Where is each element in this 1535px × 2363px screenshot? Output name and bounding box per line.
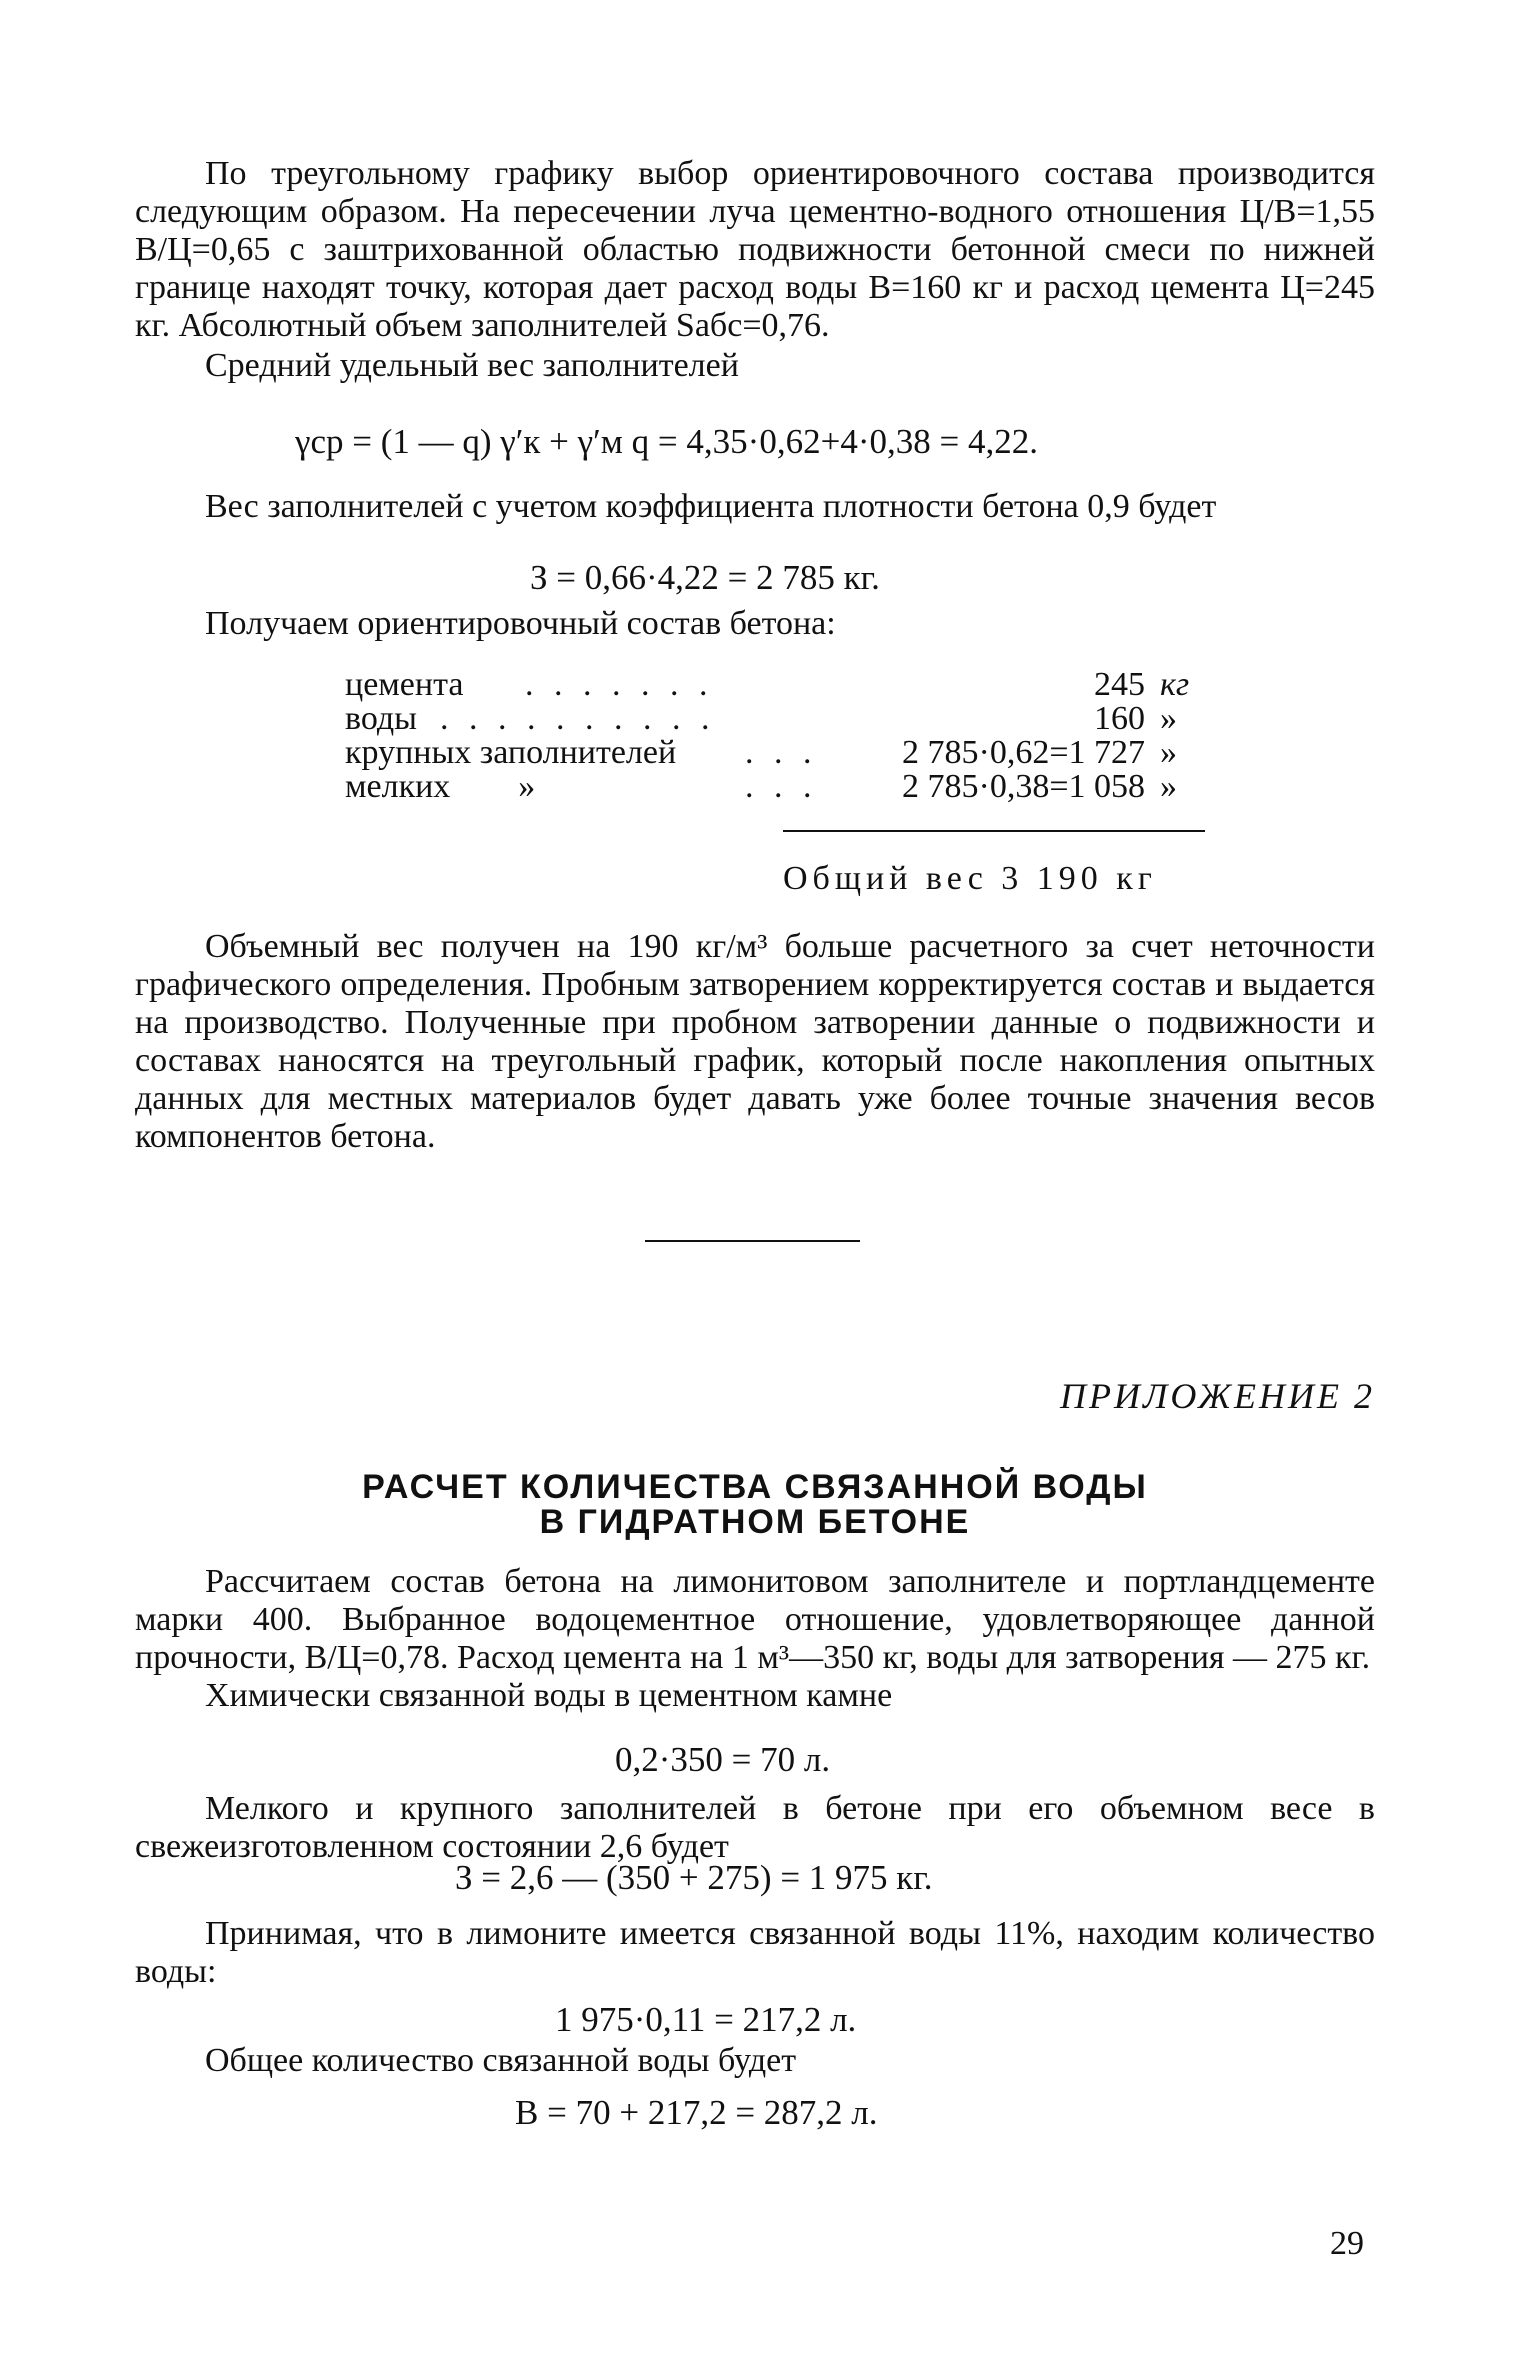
paragraph-composition-intro: Получаем ориентировочный состав бетона: [205,605,836,642]
total-rule [783,830,1205,832]
section-1-cont [135,488,1375,526]
section-1-cont3 [135,928,1375,1156]
paragraph-triangle-graph: По треугольному графику выбор ориентировочного состава производится следующим образом. На пересечении луча цементно-водного отношения Ц/В=1,55 В/Ц=0,65 с заштрихованной областью подвижности бетонной смеси по нижней границе находят точку, которая дает расход воды В=160 кг и расход цемента Ц=245 кг. Абсолютный объем заполнителей Sабс=0,76. [135,155,1375,344]
composition-value: 245 [1094,666,1145,703]
appendix-title-line-1: РАСЧЕТ КОЛИЧЕСТВА СВЯЗАННОЙ ВОДЫ [362,1468,1148,1506]
paragraph-limonite-water: Принимая, что в лимоните имеется связанной воды 11%, находим количество воды: [135,1915,1375,1990]
composition-dots: . . . [745,734,818,771]
appendix-body-2 [135,1790,1375,1866]
composition-value: 160 [1094,700,1145,737]
appendix-body-4 [135,2042,1375,2080]
composition-name: мелких » [345,768,536,805]
composition-unit: кг [1160,666,1190,703]
composition-value: 2 785·0,62=1 727 [902,734,1145,771]
paragraph-total-bound: Общее количество связанной воды будет [205,2042,797,2079]
composition-unit: » [1160,700,1177,737]
composition-dots: . . . . . . . . . . [440,700,716,737]
paragraph-mean-specific-weight: Средний удельный вес заполнителей [205,347,739,384]
composition-unit: » [1160,734,1177,771]
formula-total-bound: В = 70 + 217,2 = 287,2 л. [515,2093,878,2132]
paragraph-limonite-concrete: Рассчитаем состав бетона на лимонитовом заполнителе и портландцементе марки 400. Выбранное водоцементное отношение, удовлетворяющее данной прочности, В/Ц=0,78. Расход цемента на 1 м³—350 кг, воды для затворения — 275 кг. [135,1563,1375,1676]
formula-aggregate-weight: З = 0,66·4,22 = 2 785 кг. [530,558,880,597]
composition-name: крупных заполнителей [345,734,677,771]
composition-table [345,668,1215,804]
appendix-body [135,1563,1375,1715]
composition-name: воды [345,700,417,737]
formula-aggregates: З = 2,6 — (350 + 275) = 1 975 кг. [455,1858,933,1897]
composition-dots: . . . [745,768,818,805]
appendix-label: ПРИЛОЖЕНИЕ 2 [1060,1376,1375,1416]
paragraph-volumetric-weight: Объемный вес получен на 190 кг/м³ больше расчетного за счет неточности графического определения. Пробным затворением корректируется состав и выдается на производство. Полученные при пробном затворении данные о подвижности и составах наносятся на треугольный график, который после накопления опытных данных для местных материалов будет давать уже более точные значения весов компонентов бетона. [135,928,1375,1155]
composition-row [345,770,1215,804]
composition-dots: . . . . . . . [525,666,714,703]
formula-chemically-bound: 0,2·350 = 70 л. [615,1740,831,1779]
formula-specific-weight: γср = (1 — q) γ′к + γ′м q = 4,35·0,62+4·0,38 = 4,22. [295,422,1038,461]
formula-limonite-water: 1 975·0,11 = 217,2 л. [555,2000,857,2039]
page-number: 29 [1330,2225,1364,2262]
composition-value: 2 785·0,38=1 058 [902,768,1145,805]
section-1 [135,155,1375,385]
section-1-cont2 [135,605,1375,643]
section-divider [645,1240,860,1242]
appendix-body-3 [135,1915,1375,1991]
composition-row [345,702,1215,736]
appendix-title-line-2: В ГИДРАТНОМ БЕТОНЕ [539,1503,971,1541]
composition-row [345,668,1215,702]
paragraph-aggregates-fresh: Мелкого и крупного заполнителей в бетоне при его объемном весе в свежеизготовленном состоянии 2,6 будет [135,1790,1375,1865]
composition-name: цемента [345,666,464,703]
composition-unit: » [1160,768,1177,805]
paragraph-aggregate-weight: Вес заполнителей с учетом коэффициента плотности бетона 0,9 будет [205,488,1217,525]
composition-row [345,736,1215,770]
paragraph-chemically-bound: Химически связанной воды в цементном камне [205,1677,893,1714]
total-weight: Общий вес 3 190 кг [783,860,1157,897]
